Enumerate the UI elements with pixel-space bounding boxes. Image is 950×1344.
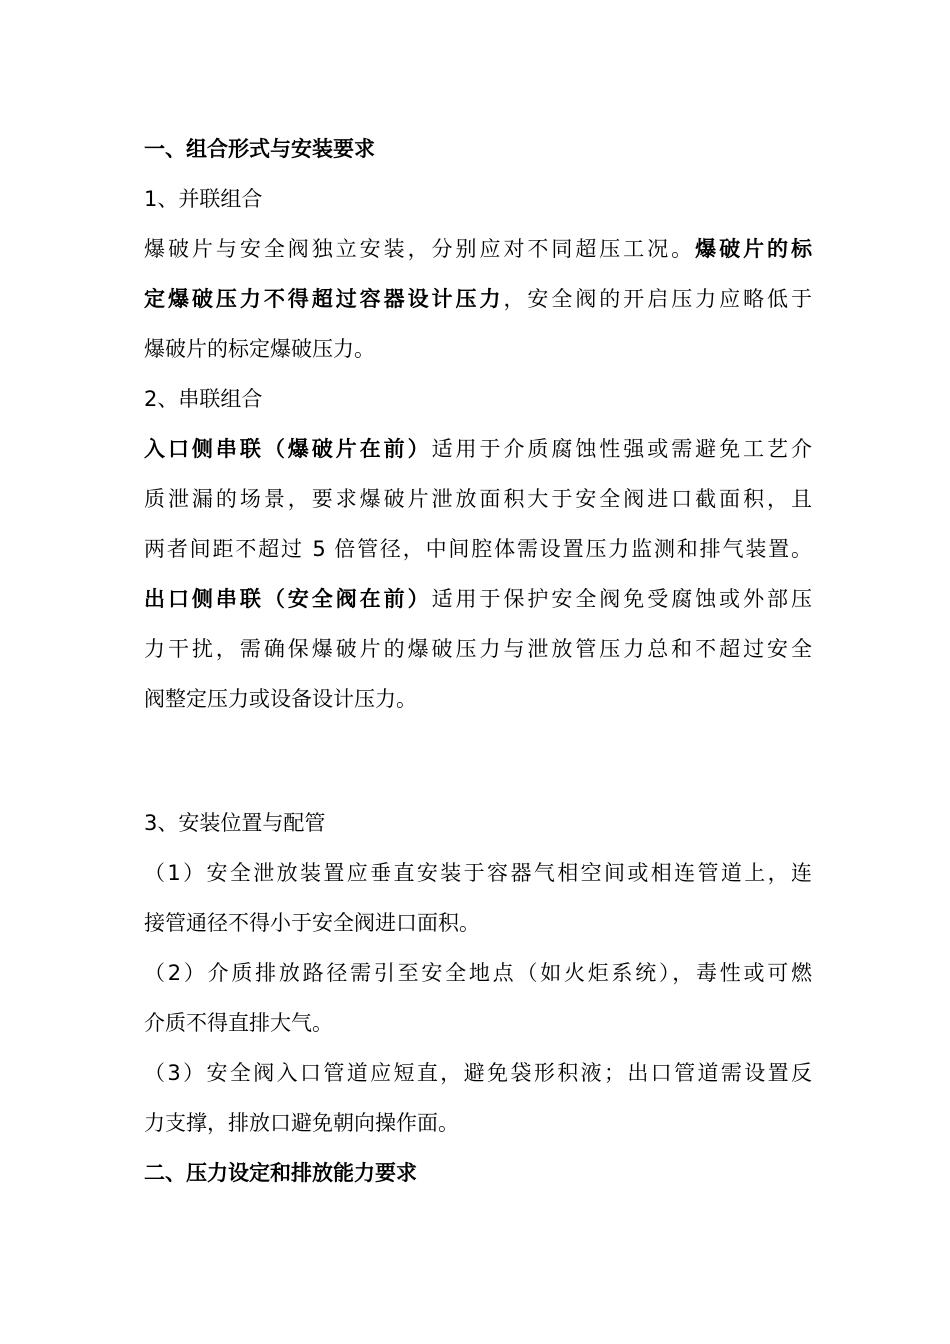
subheading-installation: 3、安装位置与配管 xyxy=(144,811,326,835)
paragraph-line: 力干扰，需确保爆破片的爆破压力与泄放管压力总和不超过安全 xyxy=(144,637,812,661)
list-item xyxy=(144,848,812,948)
paragraph-line: 质泄漏的场景，要求爆破片泄放面积大于安全阀进口截面积，且 xyxy=(144,487,812,511)
bold-run: 出口侧串联（安全阀在前） xyxy=(144,587,432,611)
section-heading-1: 一、组合形式与安装要求 xyxy=(144,137,375,161)
document-body xyxy=(144,124,812,1198)
paragraph-line: 阀整定压力或设备设计压力。 xyxy=(144,687,417,711)
paragraph-line xyxy=(144,574,812,624)
blank-space xyxy=(144,724,812,798)
list-item xyxy=(144,1048,812,1148)
subheading-series: 2、串联组合 xyxy=(144,387,263,411)
paragraph-line xyxy=(144,224,812,274)
text-run: 适用于介质腐蚀性强或需避免工艺介 xyxy=(431,437,812,461)
paragraph-parallel xyxy=(144,224,812,374)
paragraph-line: （2）介质排放路径需引至安全地点（如火炬系统），毒性或可燃 xyxy=(144,961,812,985)
paragraph-line: 两者间距不超过 5 倍管径，中间腔体需设置压力监测和排气装置。 xyxy=(144,537,812,561)
paragraph-line: （1）安全泄放装置应垂直安装于容器气相空间或相连管道上，连 xyxy=(144,861,812,885)
paragraph-line xyxy=(144,424,812,474)
section-heading-2: 二、压力设定和排放能力要求 xyxy=(144,1161,417,1185)
text-run: ，安全阀的开启压力应略低于 xyxy=(503,287,812,311)
paragraph-line: 介质不得直排大气。 xyxy=(144,1011,333,1035)
paragraph-line: 接管通径不得小于安全阀进口面积。 xyxy=(144,911,480,935)
subheading-parallel: 1、并联组合 xyxy=(144,187,263,211)
paragraph-inlet-series xyxy=(144,424,812,574)
bold-run: 爆破片的标 xyxy=(695,237,812,261)
list-item xyxy=(144,948,812,1048)
bold-run: 入口侧串联（爆破片在前） xyxy=(144,437,432,461)
paragraph-line: 爆破片的标定爆破压力。 xyxy=(144,337,375,361)
text-run: 适用于保护安全阀免受腐蚀或外部压 xyxy=(431,587,812,611)
paragraph-outlet-series xyxy=(144,574,812,724)
paragraph-line: 力支撑，排放口避免朝向操作面。 xyxy=(144,1111,459,1135)
paragraph-line xyxy=(144,274,812,324)
paragraph-line: （3）安全阀入口管道应短直，避免袋形积液；出口管道需设置反 xyxy=(144,1061,812,1085)
text-run: 爆破片与安全阀独立安装，分别应对不同超压工况。 xyxy=(144,237,696,261)
bold-run: 定爆破压力不得超过容器设计压力 xyxy=(144,287,504,311)
